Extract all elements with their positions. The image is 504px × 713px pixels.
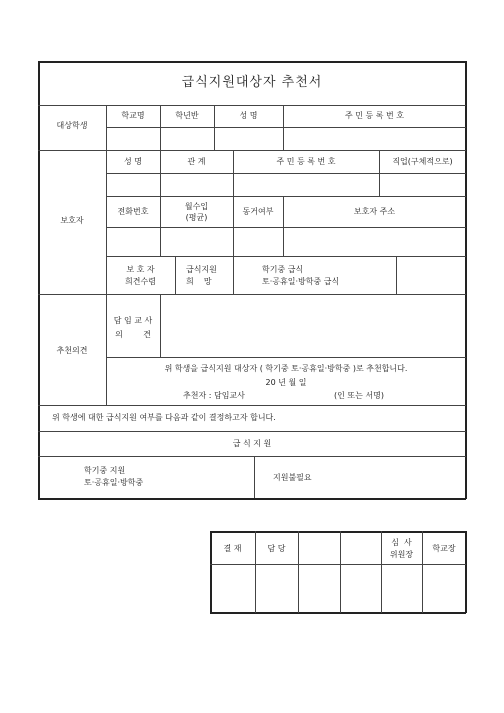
student-id-header: 주 민 등 록 번 호	[344, 111, 405, 120]
divider	[38, 405, 466, 406]
divider	[175, 256, 176, 294]
divider	[38, 294, 466, 295]
guardian-cohabitation-header: 동거여부	[242, 207, 274, 216]
recommend-sentence: 위 학생을 급식지원 대상자 ( 학기중 토·공휴일·방학중 )로 추천합니다.	[164, 364, 408, 373]
student-school-header: 학교명	[121, 111, 145, 120]
recommender-label: 추천자 : 담임교사	[183, 391, 245, 400]
divider	[38, 105, 466, 106]
divider	[233, 196, 234, 256]
student-grade-header: 학년반	[175, 111, 199, 120]
in-charge-label: 담 당	[267, 544, 286, 553]
divider	[106, 357, 466, 358]
divider	[396, 256, 397, 294]
not-needed-label: 지원불필요	[273, 473, 312, 482]
support-header: 급 식 지 원	[232, 439, 272, 448]
review-committee-label: 심 사 위원장	[389, 538, 414, 559]
guardian-section-label: 보호자	[60, 216, 84, 225]
date-line: 20 년 월 일	[265, 378, 307, 387]
support-options: 학기중 급식 토·공휴일·방학중 급식	[262, 265, 340, 286]
divider	[38, 431, 466, 432]
divider	[233, 256, 234, 294]
guardian-occupation-header: 직업(구체적으로)	[392, 157, 453, 166]
recommendation-section-label: 추천의견	[56, 346, 88, 355]
support-options-label: 학기중 지원 토·공휴일·방학중	[84, 466, 144, 487]
divider	[254, 456, 255, 498]
form-title: 급식지원대상자 추천서	[181, 75, 323, 90]
student-name-header: 성 명	[239, 111, 258, 120]
guardian-income-header: 월수입 (평균)	[184, 202, 209, 222]
guardian-name-header: 성 명	[124, 157, 142, 166]
divider	[340, 531, 341, 613]
form-border-bottom	[38, 498, 466, 500]
guardian-address-header: 보호자 주소	[353, 207, 396, 216]
seal-label: (인 또는 서명)	[334, 391, 384, 400]
consultation-label: 보 호 자 희견수렴	[125, 265, 156, 286]
teacher-opinion-label: 담 임 교 사 의 견	[113, 316, 153, 339]
divider	[298, 531, 299, 613]
divider	[38, 456, 466, 457]
approval-label: 결 재	[223, 544, 242, 553]
guardian-relation-header: 관 계	[187, 157, 206, 166]
form-border-top	[38, 61, 466, 63]
divider	[283, 196, 284, 256]
approval-border-top	[210, 531, 466, 533]
principal-label: 학교장	[432, 544, 456, 553]
support-request-label: 급식지원 희 망	[186, 265, 217, 286]
guardian-phone-header: 전화번호	[117, 207, 149, 216]
decision-sentence: 위 학생에 대한 급식지원 여부를 다음과 같이 결정하고자 합니다.	[52, 413, 276, 422]
divider	[106, 256, 466, 257]
approval-border-bottom	[210, 612, 466, 614]
divider	[38, 150, 466, 151]
divider	[160, 294, 161, 357]
divider	[210, 564, 466, 565]
guardian-id-header: 주 민 등 록 번 호	[276, 157, 336, 166]
student-section-label: 대상학생	[56, 121, 88, 130]
